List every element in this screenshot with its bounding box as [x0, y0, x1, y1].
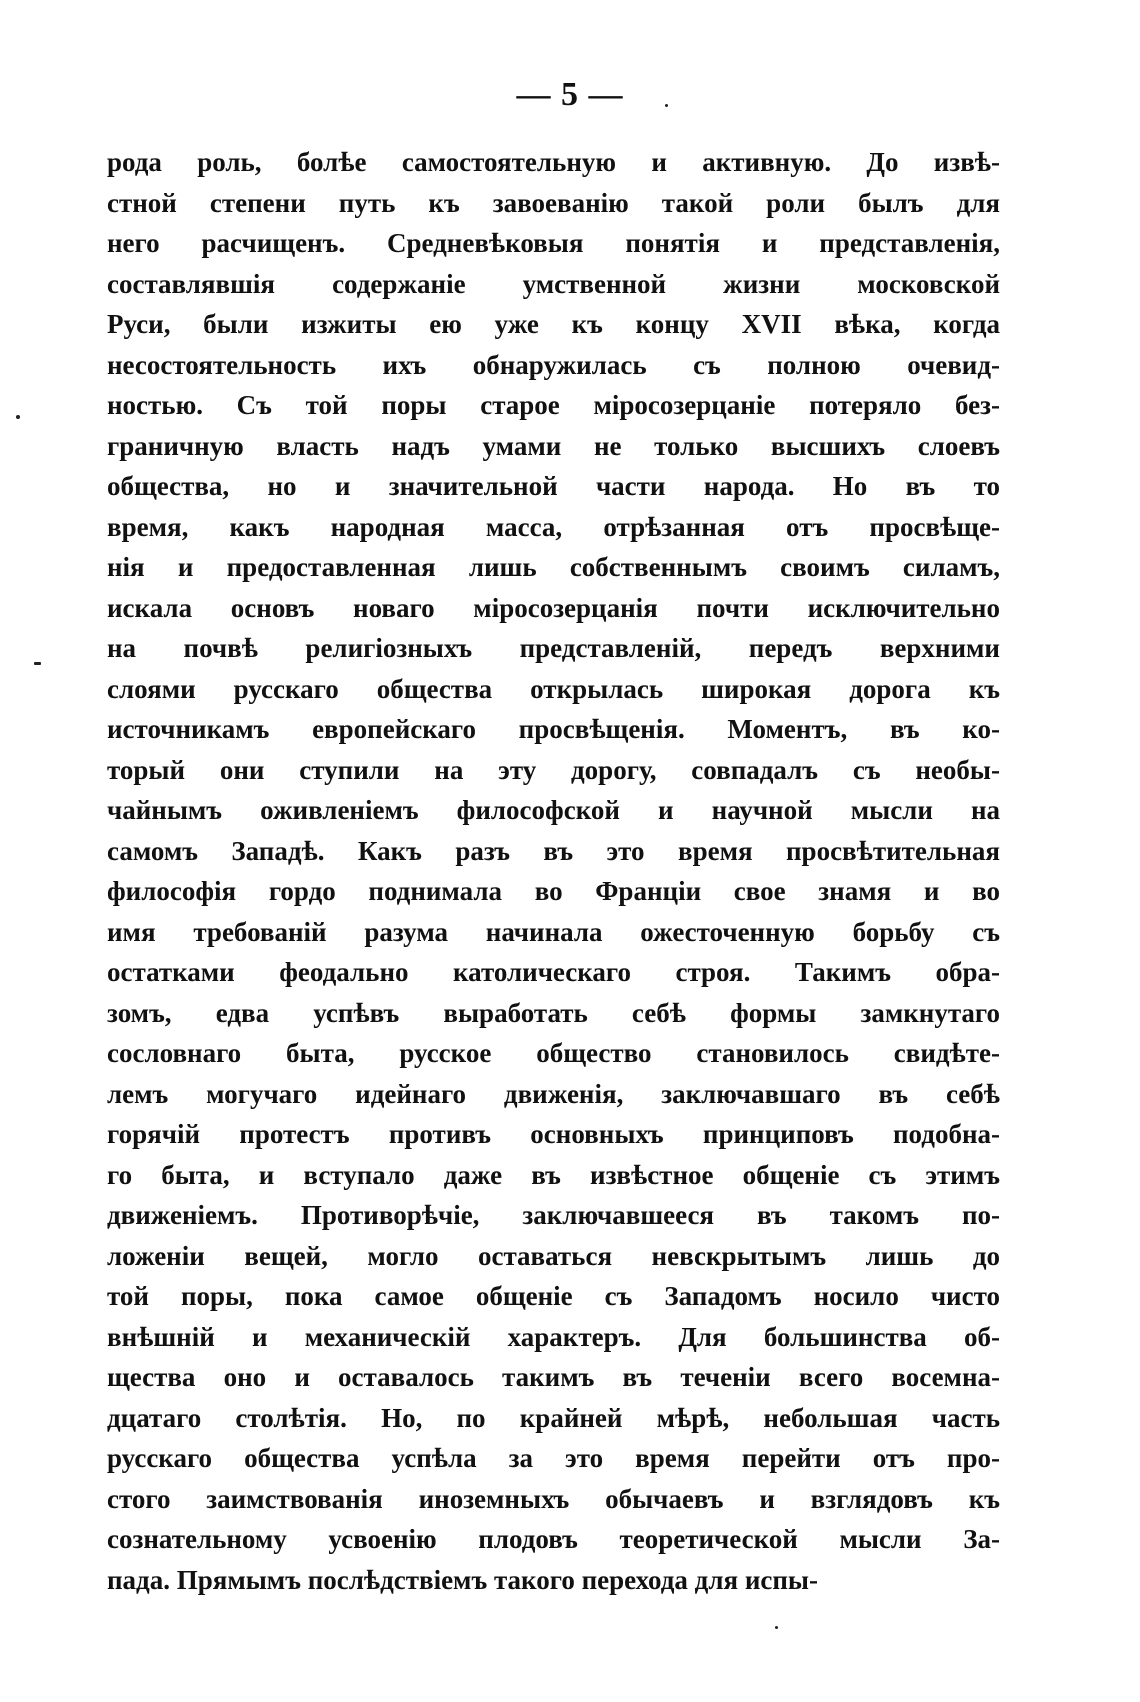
text-line: торый они ступили на эту дорогу, совпадалъ съ необы- — [107, 754, 1000, 785]
text-line: Руси, были изжиты ею уже къ концу XVII вѣка, когда — [107, 309, 1000, 339]
text-line: граничную власть надъ умами не только высшихъ слоевъ — [107, 430, 1000, 461]
text-line: искала основъ новаго міросозерцанія почти исключительно — [107, 592, 1000, 623]
scan-speck — [665, 104, 668, 107]
text-line: нія и предоставленная лишь собственнымъ своимъ силамъ, — [107, 552, 1000, 582]
text-line: сознательному усвоенію плодовъ теоретической мысли За- — [107, 1524, 1000, 1554]
text-line: общества, но и значительной части народа. Но въ то — [107, 471, 1000, 501]
text-line: несостоятельность ихъ обнаружилась съ полною очевид- — [107, 349, 1000, 380]
text-line: рода роль, болѣе самостоятельную и активную. До извѣ- — [107, 147, 1000, 177]
scan-speck — [16, 415, 20, 419]
text-line: русскаго общества успѣла за это время перейти отъ про- — [107, 1443, 1000, 1473]
text-line: той поры, пока самое общеніе съ Западомъ носило чисто — [107, 1281, 1000, 1311]
text-line: го быта, и вступало даже въ извѣстное общеніе съ этимъ — [107, 1159, 1000, 1190]
text-line: источникамъ европейскаго просвѣщенія. Моментъ, въ ко- — [107, 714, 1000, 744]
text-line: слоями русскаго общества открылась широкая дорога къ — [107, 673, 1000, 704]
text-line: движеніемъ. Противорѣчіе, заключавшееся въ такомъ по- — [107, 1200, 1000, 1230]
text-line: горячій протестъ противъ основныхъ принциповъ подобна- — [107, 1119, 1000, 1149]
text-line: философія гордо поднимала во Франціи свое знамя и во — [107, 876, 1000, 906]
text-line: ностью. Съ той поры старое міросозерцаніе потеряло без- — [107, 390, 1000, 420]
text-line: сословнаго быта, русское общество становилось свидѣте- — [107, 1038, 1000, 1068]
body-text — [107, 142, 1000, 1600]
text-line: стной степени путь къ завоеванію такой роли былъ для — [107, 187, 1000, 218]
page-number: — 5 — — [516, 76, 624, 113]
scan-speck — [775, 1626, 778, 1629]
text-line: пада. Прямымъ послѣдствіемъ такого перехода для испы- — [107, 1564, 819, 1595]
text-line: время, какъ народная масса, отрѣзанная отъ просвѣще- — [107, 511, 1000, 542]
text-line: лемъ могучаго идейнаго движенія, заключавшаго въ себѣ — [107, 1078, 1000, 1109]
text-line: него расчищенъ. Средневѣковыя понятія и представленія, — [107, 228, 1000, 258]
text-line: чайнымъ оживленіемъ философской и научной мысли на — [107, 795, 1000, 825]
text-line: остатками феодально католическаго строя. Такимъ обра- — [107, 957, 1000, 987]
text-line: имя требованій разума начинала ожесточенную борьбу съ — [107, 916, 1000, 947]
text-line: дцатаго столѣтія. Но, по крайней мѣрѣ, небольшая часть — [107, 1402, 1000, 1433]
text-line: внѣшній и механическій характеръ. Для большинства об- — [107, 1321, 1000, 1352]
text-line: стого заимствованія иноземныхъ обычаевъ и взглядовъ къ — [107, 1483, 1000, 1514]
text-line: самомъ Западѣ. Какъ разъ въ это время просвѣтительная — [107, 835, 1000, 866]
text-line: щества оно и оставалось такимъ въ теченіи всего восемна- — [107, 1362, 1000, 1392]
text-line: зомъ, едва успѣвъ выработать себѣ формы замкнутаго — [107, 997, 1000, 1028]
text-line: на почвѣ религіозныхъ представленій, передъ верхними — [107, 633, 1000, 663]
text-line: составлявшія содержаніе умственной жизни московской — [107, 268, 1000, 299]
scan-speck — [34, 662, 41, 665]
text-line: ложеніи вещей, могло оставаться невскрытымъ лишь до — [107, 1240, 1000, 1271]
